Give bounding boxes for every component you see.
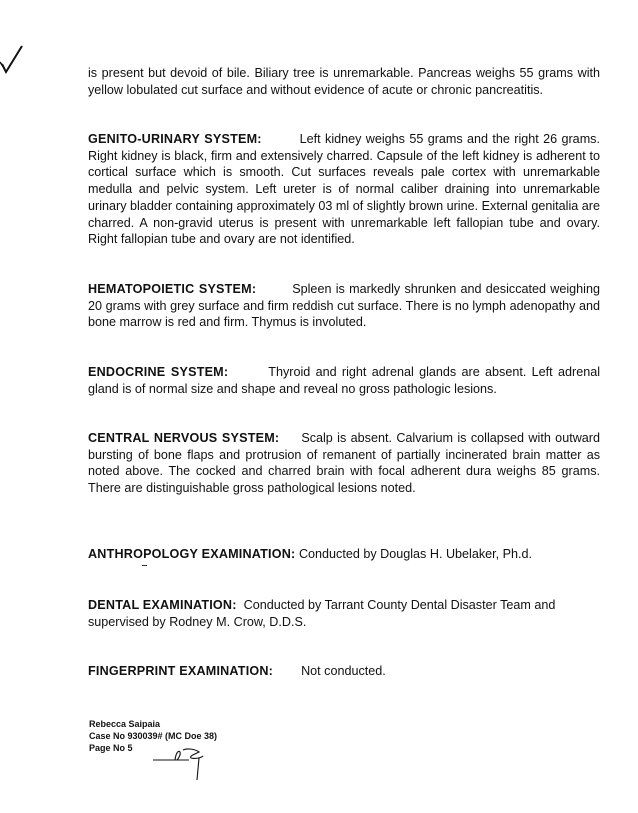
endocrine-heading: ENDOCRINE SYSTEM: — [88, 365, 229, 379]
hematopoietic-heading: HEMATOPOIETIC SYSTEM: — [88, 282, 257, 296]
intro-paragraph — [88, 65, 600, 98]
fingerprint-text: Not conducted. — [301, 664, 386, 678]
hematopoietic-section — [88, 281, 600, 331]
dental-heading: DENTAL EXAMINATION: — [88, 598, 237, 612]
fingerprint-section — [88, 663, 603, 680]
central-nervous-section — [88, 430, 600, 497]
handwritten-initials — [143, 746, 213, 782]
corner-check-mark — [0, 40, 30, 80]
endocrine-section — [88, 364, 600, 397]
central-nervous-heading: CENTRAL NERVOUS SYSTEM: — [88, 431, 280, 445]
endocrine-text: Thyroid and right adrenal glands are absent. Left adrenal gland is of normal size and shape and reveal no gross pathologic lesions. — [88, 365, 601, 396]
footer-case-number: Case No 930039# (MC Doe 38) — [89, 731, 218, 741]
dental-section — [88, 597, 603, 630]
stray-dash-mark — [142, 565, 147, 566]
footer-page-label: Page No 5 — [89, 743, 133, 753]
hematopoietic-text: Spleen is markedly shrunken and desiccated weighing 20 grams with grey surface and firm reddish cut surface. There is no lymph adenopathy and bone marrow is red and firm. Thymus is involuted. — [88, 282, 600, 330]
fingerprint-heading: FINGERPRINT EXAMINATION: — [88, 664, 274, 678]
dental-text: Conducted by Tarrant County Dental Disaster Team and supervised by Rodney M. Crow, D.D.S. — [88, 598, 556, 629]
genito-urinary-text: Left kidney weighs 55 grams and the right 26 grams. Right kidney is black, firm and extensively charred. Capsule of the left kidney is adherent to cortical surface which is smooth. Cut surfaces reveals pale cortex with unremarkable medulla and pelvic system. Left ureter is of normal caliber draining into unremarkable urinary bladder containing approximately 03 ml of slightly brown urine. External genitalia are charred. A non-gravid uterus is present with unremarkable left fallopian tube and ovary. Right fallopian tube and ovary are not identified. — [88, 132, 600, 247]
genito-urinary-heading: GENITO-URINARY SYSTEM: — [88, 132, 262, 146]
genito-urinary-section — [88, 131, 600, 248]
intro-text: is present but devoid of bile. Biliary tree is unremarkable. Pancreas weighs 55 grams with yellow lobulated cut surface and without evidence of acute or chronic pancreatitis. — [88, 66, 600, 97]
anthropology-text: Conducted by Douglas H. Ubelaker, Ph.d. — [298, 547, 533, 561]
anthropology-section — [88, 546, 603, 563]
anthropology-heading: ANTHROPOLOGY EXAMINATION: — [88, 547, 296, 561]
central-nervous-text: Scalp is absent. Calvarium is collapsed with outward bursting of bone flaps and protrusion of remanent of partially incinerated brain matter as noted above. The cocked and charred brain with focal adherent dura weighs 85 grams. There are distinguishable gross pathological lesions noted. — [88, 431, 600, 496]
footer-name: Rebecca Saipaia — [89, 719, 161, 729]
